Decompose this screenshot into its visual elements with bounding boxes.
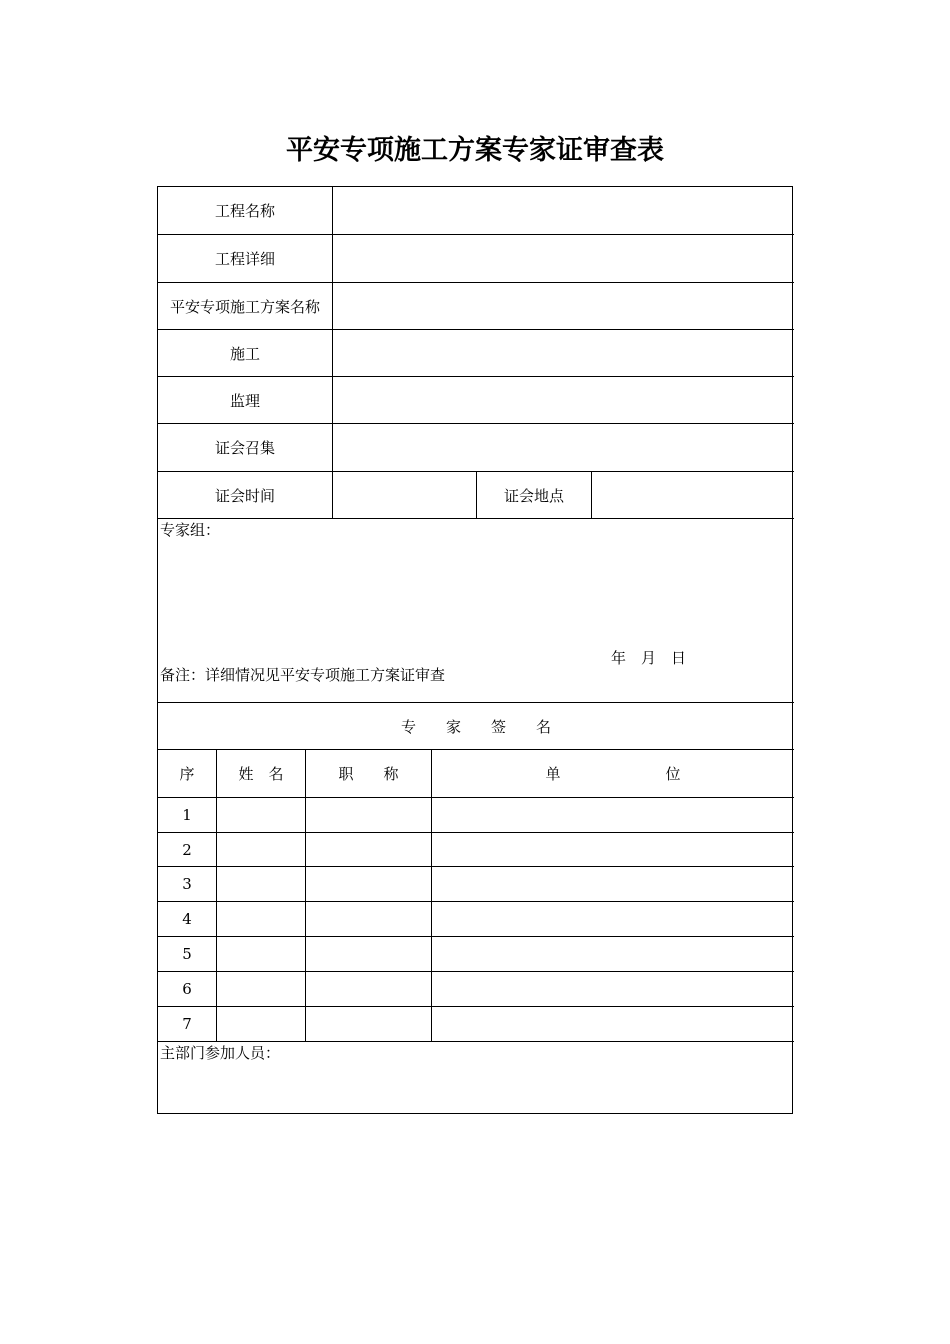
attendees-label: 主部门参加人员：: [160, 1044, 281, 1062]
row-index: 3: [182, 875, 192, 893]
form-title: 平安专项施工方案专家证审查表: [286, 135, 664, 166]
signature-row-1-fields[interactable]: [217, 798, 794, 832]
expert-signature-header: 专 家 签 名: [400, 717, 551, 736]
expert-group-label: 专家组：: [160, 521, 221, 539]
review-form: [157, 186, 793, 1114]
date-text: 年 月 日: [611, 649, 687, 667]
supervision-field[interactable]: [333, 377, 794, 423]
signature-row-3-fields[interactable]: [217, 867, 794, 901]
project-detail-label: 工程详细: [214, 250, 275, 268]
construction-label: 施工: [229, 344, 260, 363]
signature-row-5-fields[interactable]: [217, 937, 794, 971]
row-index: 6: [182, 980, 192, 998]
meeting-convener-field[interactable]: [333, 424, 794, 471]
meeting-time-field[interactable]: [333, 472, 476, 518]
project-name-field[interactable]: [333, 187, 794, 234]
meeting-convener-label: 证会召集: [214, 439, 275, 457]
row-index: 2: [182, 840, 192, 859]
remark-note: 备注：详细情况见平安专项施工方案证审查: [160, 666, 446, 684]
row-index: 5: [182, 945, 192, 963]
construction-field[interactable]: [333, 330, 794, 376]
column-header-index: 序: [179, 765, 195, 783]
plan-name-label: 平安专项施工方案名称: [169, 297, 320, 316]
row-index: 4: [182, 910, 192, 928]
meeting-time-label: 证会时间: [214, 486, 275, 505]
row-index: 1: [182, 806, 192, 824]
signature-row-7-fields[interactable]: [217, 1007, 794, 1041]
project-name-label: 工程名称: [214, 202, 275, 220]
signature-row-6-fields[interactable]: [217, 972, 794, 1006]
supervision-label: 监理: [229, 391, 260, 410]
expert-group-opinion-area[interactable]: [160, 541, 790, 641]
plan-name-field[interactable]: [333, 283, 794, 329]
column-header-title: 职 称: [338, 765, 399, 783]
signature-row-4-fields[interactable]: [217, 902, 794, 936]
project-detail-field[interactable]: [333, 235, 794, 282]
meeting-place-field[interactable]: [592, 472, 794, 518]
row-index: 7: [182, 1015, 192, 1033]
column-header-unit: 单 位: [545, 765, 681, 783]
meeting-place-label: 证会地点: [503, 486, 564, 505]
attendees-area[interactable]: [160, 1063, 790, 1109]
signature-row-2-fields[interactable]: [217, 833, 794, 866]
column-header-name: 姓 名: [238, 765, 284, 783]
